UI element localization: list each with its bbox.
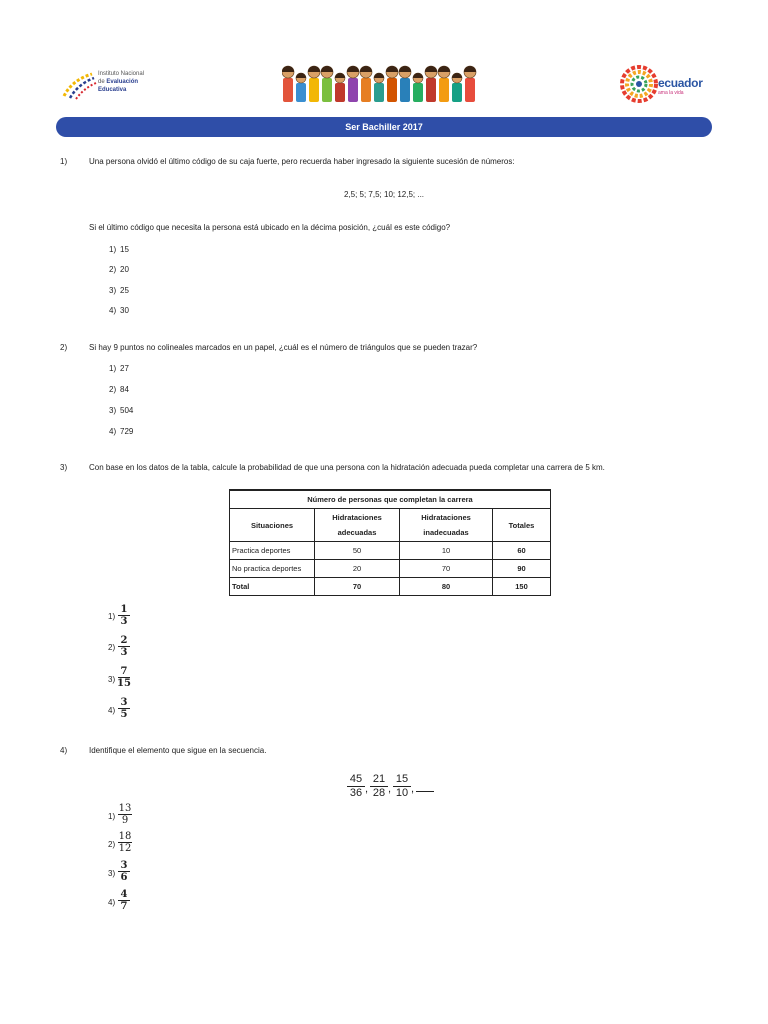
q2-option-1-number: 1) [109,364,117,373]
child-figure-icon [309,78,319,102]
ineval-line4: Educativa [98,87,127,93]
q3-option-2[interactable] [117,635,131,658]
fraction-denominator: 15 [117,678,131,689]
q1-option-1-number: 1) [109,245,117,254]
fraction-numerator: 18 [118,831,132,842]
q1-text: Una persona olvidó el último código de su caja fuerte, pero recuerda haber ingresado la siguiente sucesión de números: [89,157,515,166]
table-cell-label: Practica deportes [230,542,315,560]
sequence-numerator: 15 [395,773,409,785]
q4-option-3[interactable] [117,860,131,883]
fraction-denominator: 6 [120,872,128,883]
table-cell: 60 [493,542,551,560]
q4-sequence-term-2 [370,773,388,800]
child-figure-icon [361,78,371,102]
child-figure-icon [282,66,294,72]
fraction-numerator: 7 [120,666,128,677]
fraction-denominator: 3 [120,647,128,658]
table-cell-label: No practica deportes [230,560,315,578]
q1-option-1[interactable]: 15 [120,245,129,254]
ineval-swoosh-icon [62,68,98,102]
table-header-inadecuadas-line1: Hidrataciones [421,513,471,522]
fraction-numerator: 2 [120,635,128,646]
child-figure-icon [283,78,293,102]
q2-text: Si hay 9 puntos no colineales marcados en un papel, ¿cuál es el número de triángulos que se pueden trazar? [89,343,478,352]
fraction-numerator: 13 [118,803,132,814]
table-header-adecuadas-line1: Hidrataciones [332,513,382,522]
q3-option-4[interactable] [117,697,131,720]
child-figure-icon [335,73,345,78]
table-cell: 70 [400,560,493,578]
child-figure-icon [321,66,333,72]
table-cell-label: Total [230,578,315,596]
q2-number: 2) [60,343,68,352]
q4-sequence-term-1 [347,773,365,800]
child-figure-icon [400,78,410,102]
child-figure-icon [426,78,436,102]
ineval-line2: de [98,79,105,85]
fraction-denominator: 12 [118,843,132,854]
q1-option-4-number: 4) [109,306,117,315]
table-header-inadecuadas-line2: inadecuadas [423,528,469,537]
q3-option-1[interactable] [117,604,131,627]
child-figure-icon [386,66,398,72]
q4-option-1[interactable] [117,803,133,826]
child-figure-icon [464,66,476,72]
q3-data-table [229,489,551,596]
table-header-situaciones: Situaciones [230,509,315,542]
q4-option-1-number: 1) [108,812,116,821]
q4-option-3-number: 3) [108,869,116,878]
q2-option-2-number: 2) [109,385,117,394]
q3-option-3-number: 3) [108,675,116,684]
q2-option-2[interactable]: 84 [120,385,129,394]
q2-option-3[interactable]: 504 [120,406,134,415]
child-figure-icon [335,83,345,102]
table-title: Número de personas que completan la carrera [230,490,551,509]
table-header-adecuadas [315,509,400,542]
child-figure-icon [296,83,306,102]
fraction-denominator: 7 [120,901,128,912]
q1-option-3[interactable]: 25 [120,286,129,295]
q3-option-2-number: 2) [108,643,116,652]
sequence-blank [416,791,434,792]
q2-option-4[interactable]: 729 [120,427,134,436]
child-figure-icon [360,66,372,72]
child-figure-icon [322,78,332,102]
q4-sequence-term-3 [393,773,411,800]
q4-text: Identifique el elemento que sigue en la secuencia. [89,746,267,755]
q2-option-1[interactable]: 27 [120,364,129,373]
child-figure-icon [439,78,449,102]
table-cell: 80 [400,578,493,596]
q2-option-4-number: 4) [109,427,117,436]
child-figure-icon [348,78,358,102]
q4-option-2[interactable] [117,831,133,854]
child-figure-icon [308,66,320,72]
child-figure-icon [413,83,423,102]
child-figure-icon [438,66,450,72]
child-figure-icon [452,83,462,102]
q3-number: 3) [60,463,68,472]
table-cell: 50 [315,542,400,560]
q4-option-2-number: 2) [108,840,116,849]
sequence-separator: , [411,783,415,795]
child-figure-icon [452,73,462,78]
sequence-denominator: 36 [347,786,365,800]
child-figure-icon [465,78,475,102]
q1-option-2[interactable]: 20 [120,265,129,274]
ecuador-logo [620,62,712,106]
sequence-separator: , [365,783,369,795]
ecuador-tagline: ama la vida [658,90,684,96]
table-header-inadecuadas [400,509,493,542]
table-row [230,560,551,578]
sequence-denominator: 28 [370,786,388,800]
title-banner: Ser Bachiller 2017 [56,117,712,137]
q3-text: Con base en los datos de la tabla, calcule la probabilidad de que una persona con la hidratación adecuada pueda completar una carrera de 5 km. [89,463,605,472]
sequence-denominator: 10 [393,786,411,800]
sequence-numerator: 45 [349,773,363,785]
fraction-denominator: 5 [120,709,128,720]
q1-option-4[interactable]: 30 [120,306,129,315]
table-header-totales: Totales [493,509,551,542]
q1-option-2-number: 2) [109,265,117,274]
child-figure-icon [413,73,423,78]
sequence-numerator: 21 [372,773,386,785]
q1-option-3-number: 3) [109,286,117,295]
children-illustration [282,64,484,104]
table-cell: 10 [400,542,493,560]
ineval-line1: Instituto Nacional [98,71,145,77]
child-figure-icon [374,83,384,102]
ecuador-sun-icon [620,62,658,106]
table-cell: 70 [315,578,400,596]
table-row [230,578,551,596]
q4-number: 4) [60,746,68,755]
fraction-denominator: 3 [120,616,128,627]
fraction-numerator: 3 [120,697,128,708]
q1-sequence: 2,5; 5; 7,5; 10; 12,5; ... [343,190,425,199]
q1-number: 1) [60,157,68,166]
child-figure-icon [399,66,411,72]
child-figure-icon [374,73,384,78]
fraction-numerator: 3 [120,860,128,871]
child-figure-icon [296,73,306,78]
table-cell: 150 [493,578,551,596]
ineval-logo [62,68,162,102]
table-row [230,542,551,560]
table-cell: 20 [315,560,400,578]
q4-option-4[interactable] [117,889,131,912]
ecuador-wordmark: ecuador [658,76,703,90]
q3-option-3[interactable] [117,666,131,689]
fraction-numerator: 4 [120,889,128,900]
child-figure-icon [425,66,437,72]
ineval-line3: Evaluación [106,79,139,85]
sequence-separator: , [388,783,392,795]
table-header-adecuadas-line2: adecuadas [337,528,377,537]
q1-question: Si el último código que necesita la persona está ubicado en la décima posición, ¿cuál es este código? [89,223,451,232]
fraction-denominator: 9 [121,815,129,826]
q4-option-4-number: 4) [108,898,116,907]
q3-option-4-number: 4) [108,706,116,715]
q2-option-3-number: 3) [109,406,117,415]
child-figure-icon [347,66,359,72]
child-figure-icon [387,78,397,102]
q3-option-1-number: 1) [108,612,116,621]
table-cell: 90 [493,560,551,578]
fraction-numerator: 1 [120,604,128,615]
